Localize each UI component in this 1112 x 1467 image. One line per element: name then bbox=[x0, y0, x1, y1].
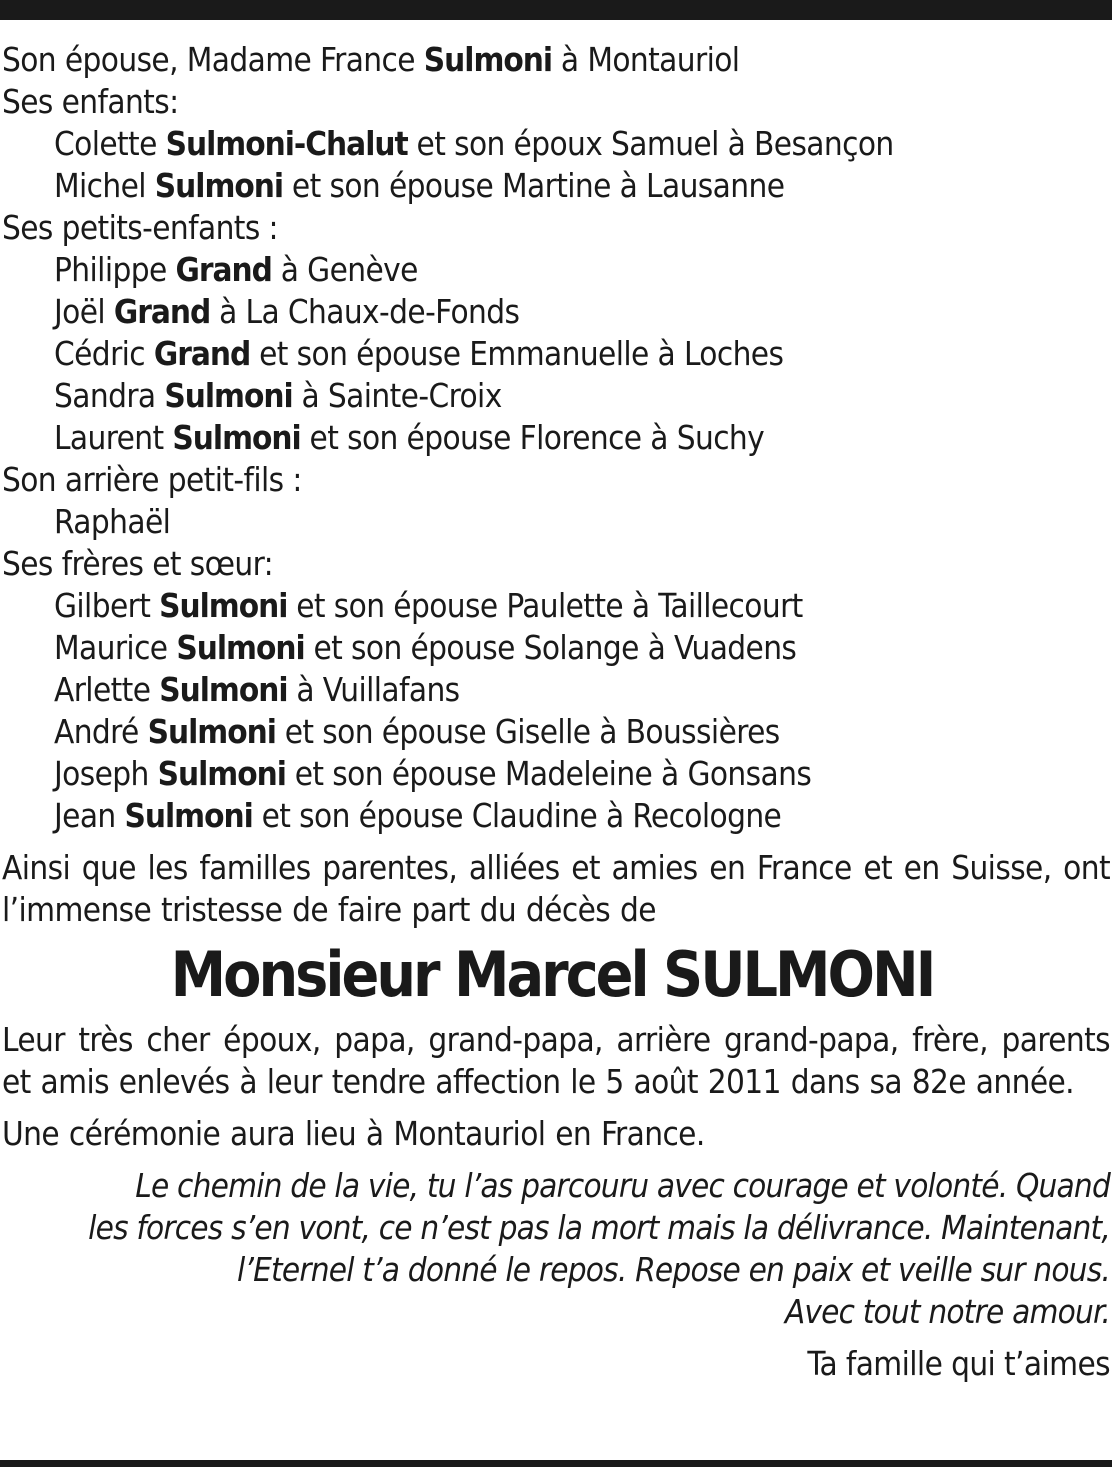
family-line: Arlette Sulmoni à Vuillafans bbox=[54, 670, 460, 709]
family-line: Gilbert Sulmoni et son épouse Paulette à Taillecourt bbox=[54, 586, 803, 625]
family-line: Maurice Sulmoni et son épouse Solange à Vuadens bbox=[54, 628, 797, 667]
family-line: Jean Sulmoni et son épouse Claudine à Recologne bbox=[54, 796, 782, 835]
family-line: Son épouse, Madame France Sulmoni à Montauriol bbox=[2, 40, 740, 79]
quote-line: l’Eternel t’a donné le repos. Repose en paix et veille sur nous. bbox=[237, 1250, 1110, 1289]
family-line: Sandra Sulmoni à Sainte-Croix bbox=[54, 376, 502, 415]
family-line: Philippe Grand à Genève bbox=[54, 250, 418, 289]
description-paragraph: Leur très cher époux, papa, grand-papa, arrière grand-papa, frère, parents et amis enlevés à leur tendre affection le 5 août 2011 dans sa 82e année. bbox=[2, 1020, 1110, 1101]
family-line: Laurent Sulmoni et son épouse Florence à Suchy bbox=[54, 418, 765, 457]
family-line: Colette Sulmoni-Chalut et son époux Samuel à Besançon bbox=[54, 124, 894, 163]
section-heading-grandchildren: Ses petits-enfants : bbox=[2, 208, 278, 247]
signature: Ta famille qui t’aimes bbox=[807, 1344, 1110, 1383]
family-line: Joël Grand à La Chaux-de-Fonds bbox=[54, 292, 520, 331]
family-line: André Sulmoni et son épouse Giselle à Boussières bbox=[54, 712, 780, 751]
ceremony-paragraph: Une cérémonie aura lieu à Montauriol en France. bbox=[2, 1114, 705, 1153]
bottom-rule bbox=[0, 1460, 1112, 1467]
section-heading-siblings: Ses frères et sœur: bbox=[2, 544, 274, 583]
family-line: Joseph Sulmoni et son épouse Madeleine à Gonsans bbox=[54, 754, 812, 793]
top-rule bbox=[0, 0, 1112, 20]
section-heading-great-grandson: Son arrière petit-fils : bbox=[2, 460, 302, 499]
deceased-name: Monsieur Marcel SULMONI bbox=[170, 938, 934, 1011]
quote-line: Avec tout notre amour. bbox=[784, 1292, 1110, 1331]
quote-line: les forces s’en vont, ce n’est pas la mort mais la délivrance. Maintenant, bbox=[88, 1208, 1110, 1247]
family-line: Cédric Grand et son épouse Emmanuelle à Loches bbox=[54, 334, 784, 373]
obituary-notice bbox=[2, 39, 1110, 1385]
section-heading-children: Ses enfants: bbox=[2, 82, 179, 121]
family-line: Michel Sulmoni et son épouse Martine à Lausanne bbox=[54, 166, 785, 205]
announcement-paragraph: Ainsi que les familles parentes, alliées et amies en France et en Suisse, ont l’immense tristesse de faire part du décès de bbox=[2, 848, 1110, 929]
family-line: Raphaël bbox=[54, 502, 171, 541]
quote-line: Le chemin de la vie, tu l’as parcouru avec courage et volonté. Quand bbox=[135, 1166, 1110, 1205]
